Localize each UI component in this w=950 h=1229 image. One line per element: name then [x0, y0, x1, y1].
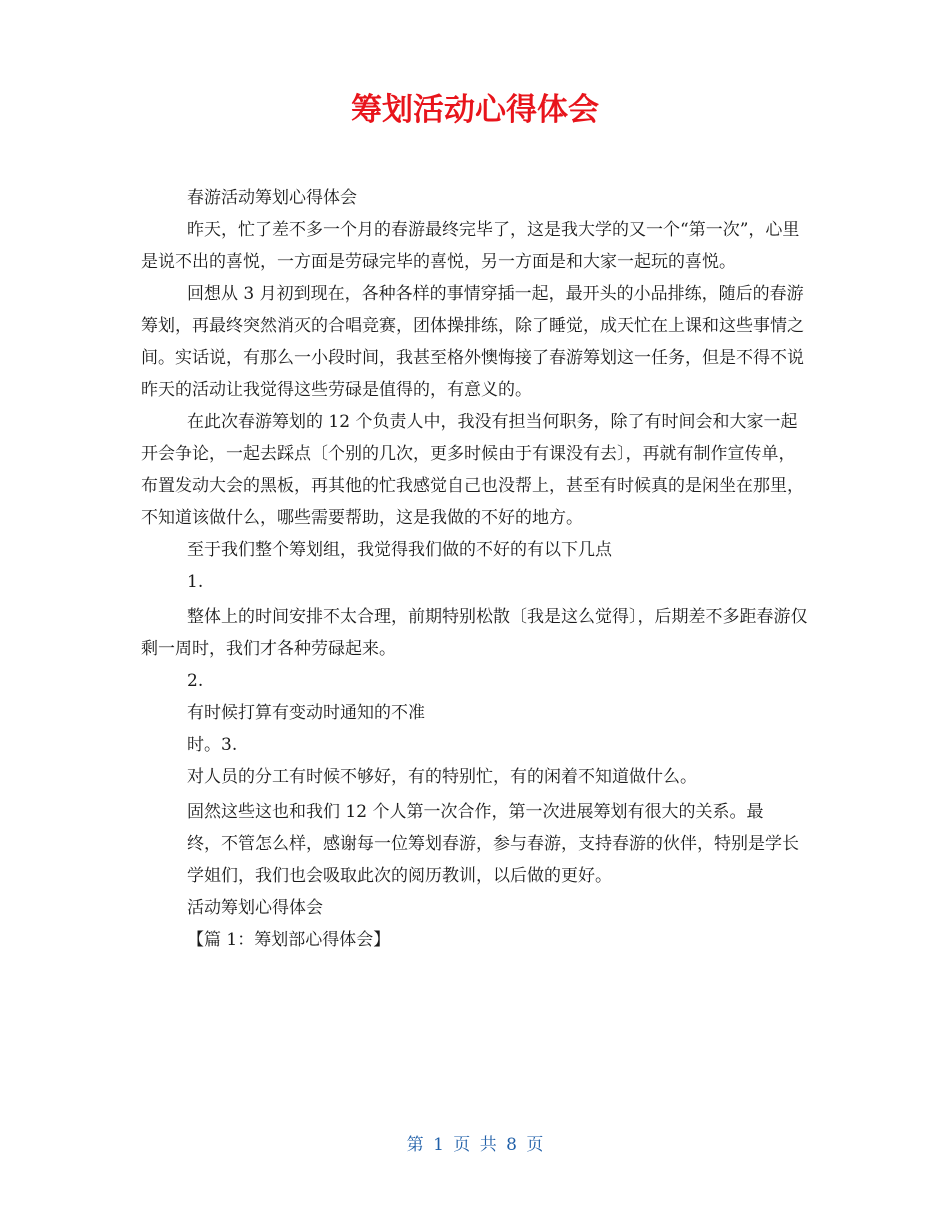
list-number: 2.: [187, 671, 204, 691]
list-number: 1.: [187, 572, 204, 592]
section-heading: 活动筹划心得体会: [187, 898, 323, 918]
section-subheading: 【篇 1：筹划部心得体会】: [187, 930, 391, 950]
paragraph: 固然这些这也和我们 12 个人第一次合作，第一次进展筹划有很大的关系。最: [187, 802, 764, 822]
list-item-text: 时。3.: [187, 735, 238, 755]
paragraph-subtitle: 春游活动筹划心得体会: [187, 188, 357, 208]
list-item-text: 对人员的分工有时候不够好，有的特别忙，有的闲着不知道做什么。: [187, 767, 697, 787]
list-item-text: 整体上的时间安排不太合理，前期特别松散〔我是这么觉得〕，后期差不多距春游仅剩一周时，我们才各种劳碌起来。: [141, 607, 808, 659]
page-title: 筹划活动心得体会: [351, 92, 599, 128]
paragraph: 在此次春游筹划的 12 个负责人中，我没有担当何职务，除了有时间会和大家一起开会争论，一起去踩点〔个别的几次，更多时候由于有课没有去〕，再就有制作宣传单，布置发动大会的黑板，再其他的忙我感觉自己也没帮上，甚至有时候真的是闲坐在那里，不知道该做什么，哪些需要帮助，这是我做的不好的地方。: [141, 412, 804, 528]
list-item-text: 有时候打算有变动时通知的不准: [187, 703, 425, 723]
paragraph: 至于我们整个筹划组，我觉得我们做的不好的有以下几点: [187, 540, 612, 560]
paragraph: 终，不管怎么样，感谢每一位筹划春游，参与春游，支持春游的伙伴，特别是学长学姐们，我们也会吸取此次的阅历教训，以后做的更好。: [187, 834, 799, 886]
document-body: [141, 182, 811, 956]
paragraph: 回想从 3 月初到现在，各种各样的事情穿插一起，最开头的小品排练，随后的春游筹划，再最终突然消灭的合唱竞赛，团体操排练，除了睡觉，成天忙在上课和这些事情之间。实话说，有那么一小段时间，我甚至格外懊悔接了春游筹划这一任务，但是不得不说昨天的活动让我觉得这些劳碌是值得的，有意义的。: [141, 284, 804, 400]
paragraph: 昨天，忙了差不多一个月的春游最终完毕了，这是我大学的又一个“第一次”，心里是说不出的喜悦，一方面是劳碌完毕的喜悦，另一方面是和大家一起玩的喜悦。: [141, 220, 800, 272]
page-number: 第 1 页 共 8 页: [406, 1135, 544, 1155]
